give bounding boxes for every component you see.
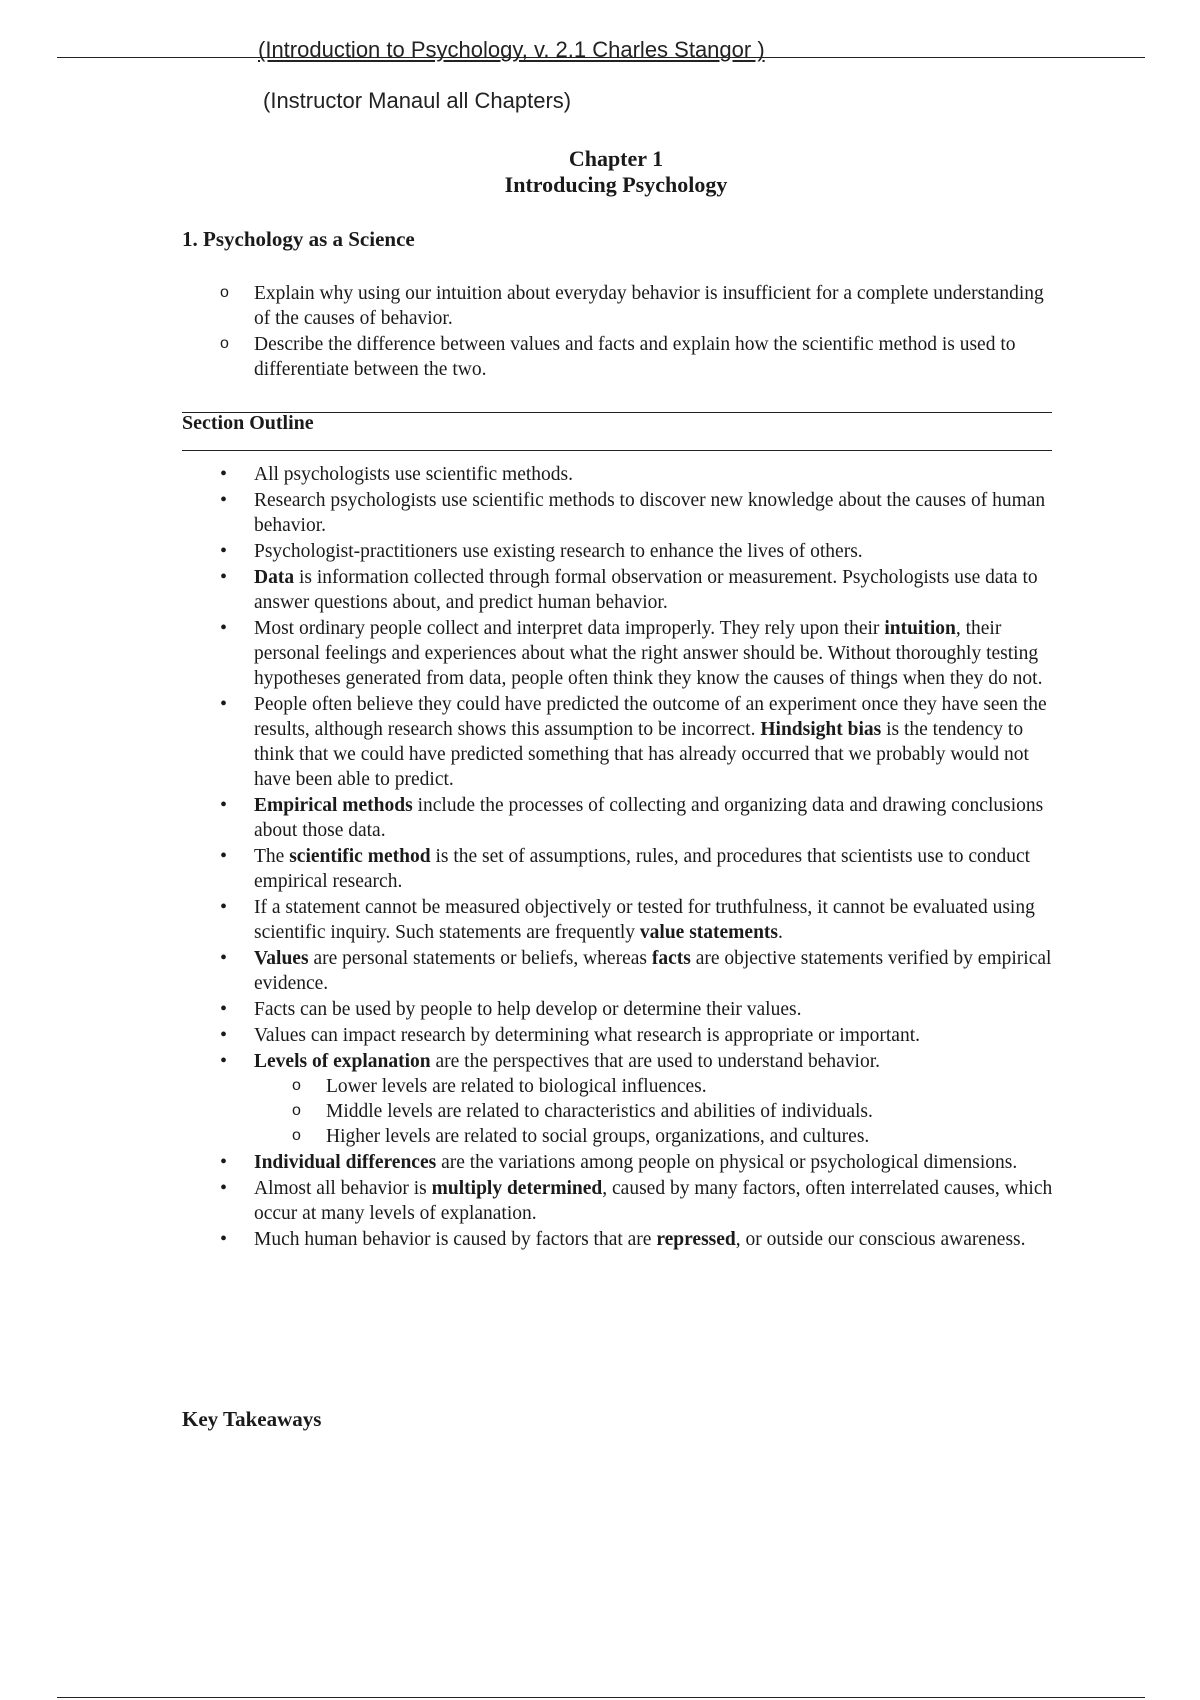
term-multiply-determined: multiply determined <box>431 1178 603 1199</box>
outline-item: • Values are personal statements or beliefs, whereas facts are objective statements verified by empirical evidence. <box>254 946 1054 996</box>
outline-item: • Research psychologists use scientific methods to discover new knowledge about the causes of human behavior. <box>254 488 1054 538</box>
outline-bottom-rule <box>182 450 1052 451</box>
outline-item: • Psychologist-practitioners use existing research to enhance the lives of others. <box>254 539 1054 564</box>
outline-item: • If a statement cannot be measured objectively or tested for truthfulness, it cannot be evaluated using scientific inquiry. Such statements are frequently value statements. <box>254 895 1054 945</box>
term-value-statements: value statements <box>639 922 779 943</box>
outline-item: • Empirical methods include the processes of collecting and organizing data and drawing conclusions about those data. <box>254 793 1054 843</box>
term-data: Data <box>254 567 295 588</box>
outline-item: • Much human behavior is caused by factors that are repressed, or outside our conscious awareness. <box>254 1227 1054 1252</box>
term-empirical-methods: Empirical methods <box>254 795 413 816</box>
outline-item: • Individual differences are the variations among people on physical or psychological dimensions. <box>254 1150 1054 1175</box>
book-title-header: (Introduction to Psychology, v. 2.1 Charles Stangor ) <box>258 37 765 62</box>
outline-item: • People often believe they could have predicted the outcome of an experiment once they have seen the results, although research shows this assumption to be incorrect. Hindsight bias is the tendency to think that we could have predicted something that has already occurred that we probably would not have been able to predict. <box>254 692 1054 792</box>
manual-subtitle-header: (Instructor Manaul all Chapters) <box>263 88 572 113</box>
sub-item: o Lower levels are related to biological influences. <box>326 1074 1054 1099</box>
outline-item: • Facts can be used by people to help develop or determine their values. <box>254 997 1054 1022</box>
levels-sublist <box>254 1074 1054 1149</box>
section-outline-label: Section Outline <box>182 412 314 434</box>
outline-item: • All psychologists use scientific methods. <box>254 462 1054 487</box>
sub-item: o Middle levels are related to characteristics and abilities of individuals. <box>326 1099 1054 1124</box>
term-hindsight-bias: Hindsight bias <box>760 719 882 740</box>
outline-item: • Data is information collected through formal observation or measurement. Psychologists use data to answer questions about, and predict human behavior. <box>254 565 1054 615</box>
sub-item: o Higher levels are related to social groups, organizations, and cultures. <box>326 1124 1054 1149</box>
objective-item: o Explain why using our intuition about everyday behavior is insufficient for a complete understanding of the causes of behavior. <box>254 281 1054 331</box>
footer-rule <box>57 1697 1145 1698</box>
term-individual-differences: Individual differences <box>254 1152 437 1173</box>
section-outline-list <box>254 462 1054 1253</box>
chapter-title: Introducing Psychology <box>504 172 728 197</box>
term-values: Values <box>254 948 309 969</box>
key-takeaways-heading: Key Takeaways <box>182 1407 322 1431</box>
outline-item: • Almost all behavior is multiply determined, caused by many factors, often interrelated causes, which occur at many levels of explanation. <box>254 1176 1054 1226</box>
chapter-number: Chapter 1 <box>568 146 664 171</box>
term-scientific-method: scientific method <box>289 846 431 867</box>
objective-item: o Describe the difference between values and facts and explain how the scientific method is used to differentiate between the two. <box>254 332 1054 382</box>
outline-item: • Most ordinary people collect and interpret data improperly. They rely upon their intuition, their personal feelings and experiences about what the right answer should be. Without thoroughly testing hypotheses generated from data, people often think they know the causes of things when they do not. <box>254 616 1054 691</box>
term-intuition: intuition <box>884 618 956 639</box>
outline-item: • Levels of explanation are the perspectives that are used to understand behavior. o Lower levels are related to biological influences. o Middle levels are related to characteristics and abilities of individuals. o Higher levels are related to social groups, organizations, and cultures. <box>254 1049 1054 1149</box>
chapter-heading <box>0 146 1200 198</box>
term-repressed: repressed <box>656 1229 736 1250</box>
section-title: 1. Psychology as a Science <box>182 227 415 251</box>
outline-item: • The scientific method is the set of assumptions, rules, and procedures that scientists use to conduct empirical research. <box>254 844 1054 894</box>
term-facts: facts <box>651 948 691 969</box>
term-levels-of-explanation: Levels of explanation <box>254 1051 431 1072</box>
learning-objectives <box>254 281 1054 383</box>
outline-item: • Values can impact research by determining what research is appropriate or important. <box>254 1023 1054 1048</box>
